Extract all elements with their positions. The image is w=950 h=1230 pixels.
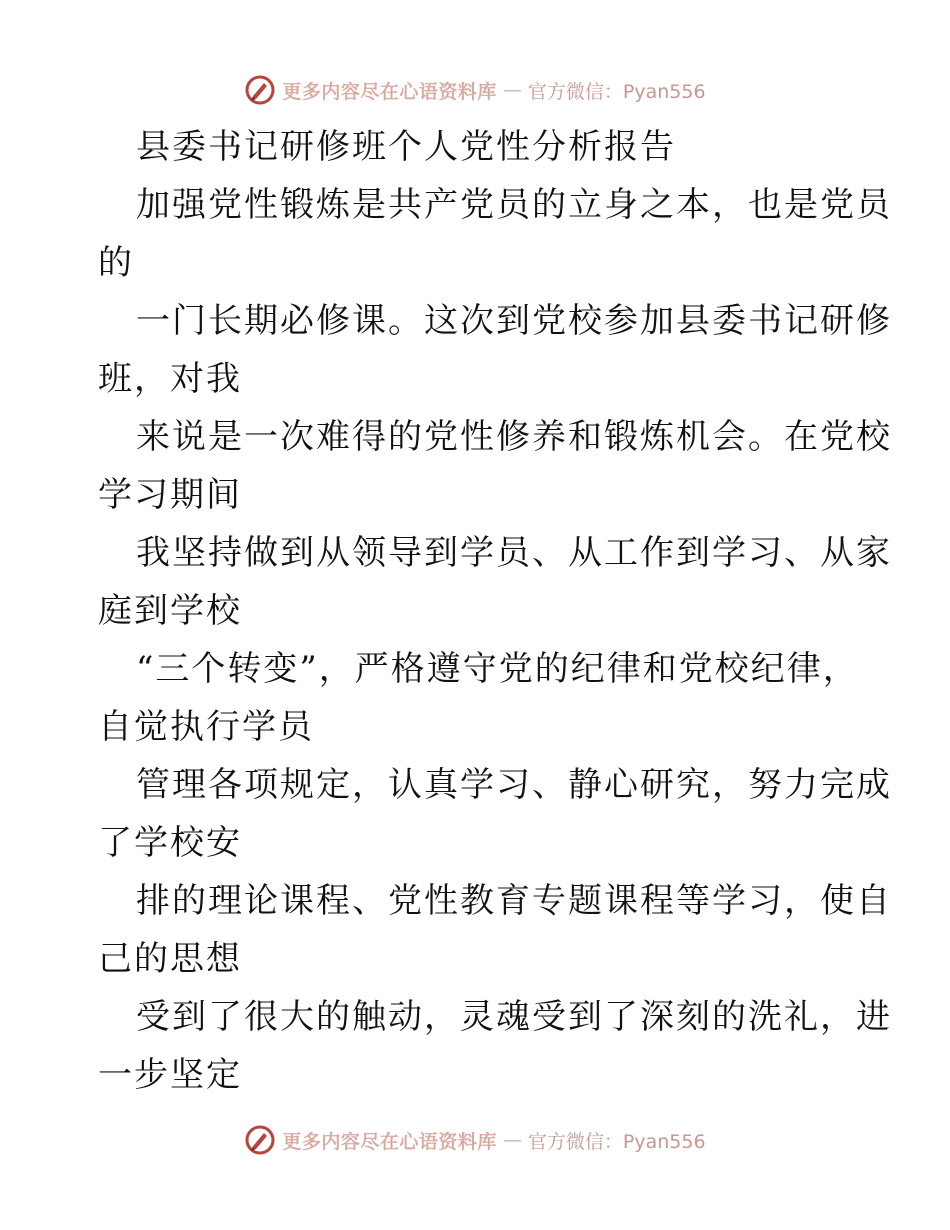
watermark-separator: — (502, 79, 522, 101)
document-line: 了学校安 (98, 823, 242, 863)
document-body (98, 118, 892, 1104)
watermark-contact: 官方微信：Pyan556 (527, 1130, 706, 1153)
footer-watermark (0, 1120, 950, 1160)
document-line: 加强党性锻炼是共产党员的立身之本，也是党员 (136, 185, 892, 225)
document-line: 自觉执行学员 (98, 707, 314, 747)
pen-logo-icon (244, 74, 276, 106)
pen-logo-icon (244, 1124, 276, 1156)
watermark-site-text: 更多内容尽在心语资料库 (282, 80, 497, 103)
document-line: 受到了很大的触动，灵魂受到了深刻的洗礼，进 (136, 997, 892, 1037)
document-line: 学习期间 (98, 475, 242, 515)
document-line: 管理各项规定，认真学习、静心研究，努力完成 (136, 765, 892, 805)
document-line: 来说是一次难得的党性修养和锻炼机会。在党校 (136, 417, 892, 457)
document-line: 班，对我 (98, 359, 242, 399)
watermark-contact: 官方微信：Pyan556 (527, 80, 706, 103)
document-line: “三个转变”，严格遵守党的纪律和党校纪律， (136, 649, 859, 689)
document-line: 一步坚定 (98, 1055, 242, 1095)
document-line: 庭到学校 (98, 591, 242, 631)
document-line: 我坚持做到从领导到学员、从工作到学习、从家 (136, 533, 892, 573)
document-line: 一门长期必修课。这次到党校参加县委书记研修 (136, 301, 892, 341)
watermark-separator: — (502, 1129, 522, 1151)
document-line: 的 (98, 243, 134, 283)
document-line: 排的理论课程、党性教育专题课程等学习，使自 (136, 881, 892, 921)
document-title: 县委书记研修班个人党性分析报告 (136, 127, 676, 167)
header-watermark (0, 70, 950, 110)
watermark-site-text: 更多内容尽在心语资料库 (282, 1130, 497, 1153)
document-line: 己的思想 (98, 939, 242, 979)
